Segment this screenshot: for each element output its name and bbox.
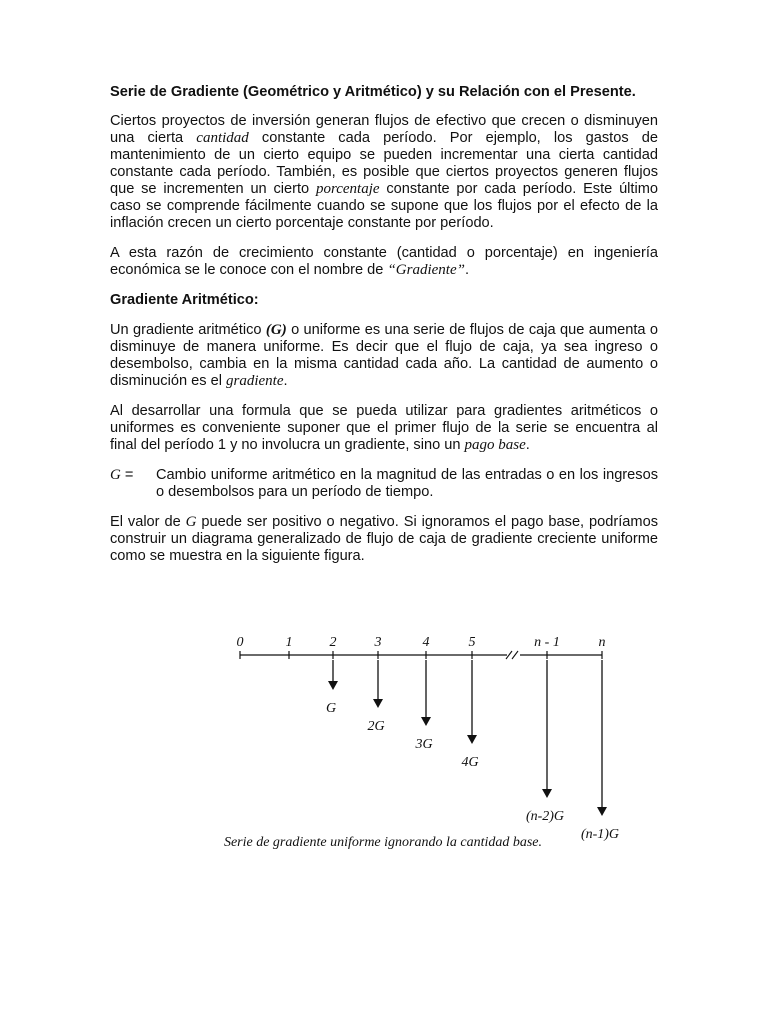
cash-flow-label: (n-2)G xyxy=(525,809,565,824)
cash-flow-label: 2G xyxy=(367,719,385,734)
document-title: Serie de Gradiente (Geométrico y Aritmético) y su Relación con el Presente. xyxy=(110,84,636,100)
figure-caption: Serie de gradiente uniforme ignorando la cantidad base. xyxy=(223,835,543,850)
emphasis-G-symbol: (G) xyxy=(265,322,287,338)
emphasis-gradiente-quoted: “Gradiente” xyxy=(387,262,465,278)
definition-text: Cambio uniforme aritmético en la magnitud de las entradas o en los ingresos o desembolsos para un período de tiempo. xyxy=(156,467,658,500)
paragraph-base-payment: Al desarrollar una formula que se pueda utilizar para gradientes aritméticos o uniformes es conveniente suponer que el primer flujo de la serie se encuentra al final del período 1 y no involucra un gradiente, sino un pago base. xyxy=(110,403,658,453)
period-label: 3 xyxy=(374,635,382,650)
cash-flow-label: 4G xyxy=(461,755,479,770)
paragraph-intro: Ciertos proyectos de inversión generan flujos de efectivo que crecen o disminuyen una cierta cantidad constante cada período. Por ejemplo, los gastos de mantenimiento de un cierto equipo se pueden incrementar una cierta cantidad constante cada período. También, es posible que ciertos proyectos generen flujos que se incrementen un cierto porcentaje constante por cada período. Este último caso se comprende fácilmente cuando se supone que los flujos por el efecto de la inflación crecen un cierto porcentaje constante por período. xyxy=(110,113,658,231)
arrow-head xyxy=(467,735,477,744)
section-heading: Gradiente Aritmético: xyxy=(110,292,259,308)
cash-flow-label: G xyxy=(325,701,337,716)
emphasis-porcentaje: porcentaje xyxy=(315,181,380,197)
period-label: n - 1 xyxy=(534,635,560,650)
arrow-head xyxy=(542,789,552,798)
arrow-head xyxy=(597,807,607,816)
emphasis-G-value: G xyxy=(185,514,197,530)
arrow-head xyxy=(421,717,431,726)
period-label: 2 xyxy=(329,635,337,650)
definition-term: G = xyxy=(110,467,134,483)
emphasis-pago-base: pago base xyxy=(464,437,526,453)
paragraph-figure-intro: El valor de G puede ser positivo o negativo. Si ignoramos el pago base, podríamos construir un diagrama generalizado de flujo de caja de gradiente creciente uniforme como se muestra en la siguiente figura. xyxy=(110,514,658,564)
cash-flow-label: 3G xyxy=(415,737,433,752)
emphasis-cantidad: cantidad xyxy=(196,130,249,146)
paragraph-gradient-name: A esta razón de crecimiento constante (cantidad o porcentaje) en ingeniería económica se le conoce con el nombre de “Gradiente”. xyxy=(110,245,658,278)
period-label: 4 xyxy=(422,635,430,650)
axis-break-mark xyxy=(512,651,518,659)
period-label: 5 xyxy=(468,635,476,650)
cash-flow-label: (n-1)G xyxy=(580,827,620,842)
emphasis-gradiente: gradiente xyxy=(226,373,284,389)
diagram-layer xyxy=(237,635,620,842)
arrow-head xyxy=(373,699,383,708)
period-label: n xyxy=(598,635,606,650)
period-label: 0 xyxy=(236,635,244,650)
arrow-head xyxy=(328,681,338,690)
paragraph-arithmetic-definition: Un gradiente aritmético (G) o uniforme es una serie de flujos de caja que aumenta o disminuye de manera uniforme. Es decir que el flujo de caja, ya sea ingreso o desembolso, cambia en la misma cantidad cada año. La cantidad de aumento o disminución es el gradiente. xyxy=(110,322,658,389)
period-label: 1 xyxy=(285,635,293,650)
